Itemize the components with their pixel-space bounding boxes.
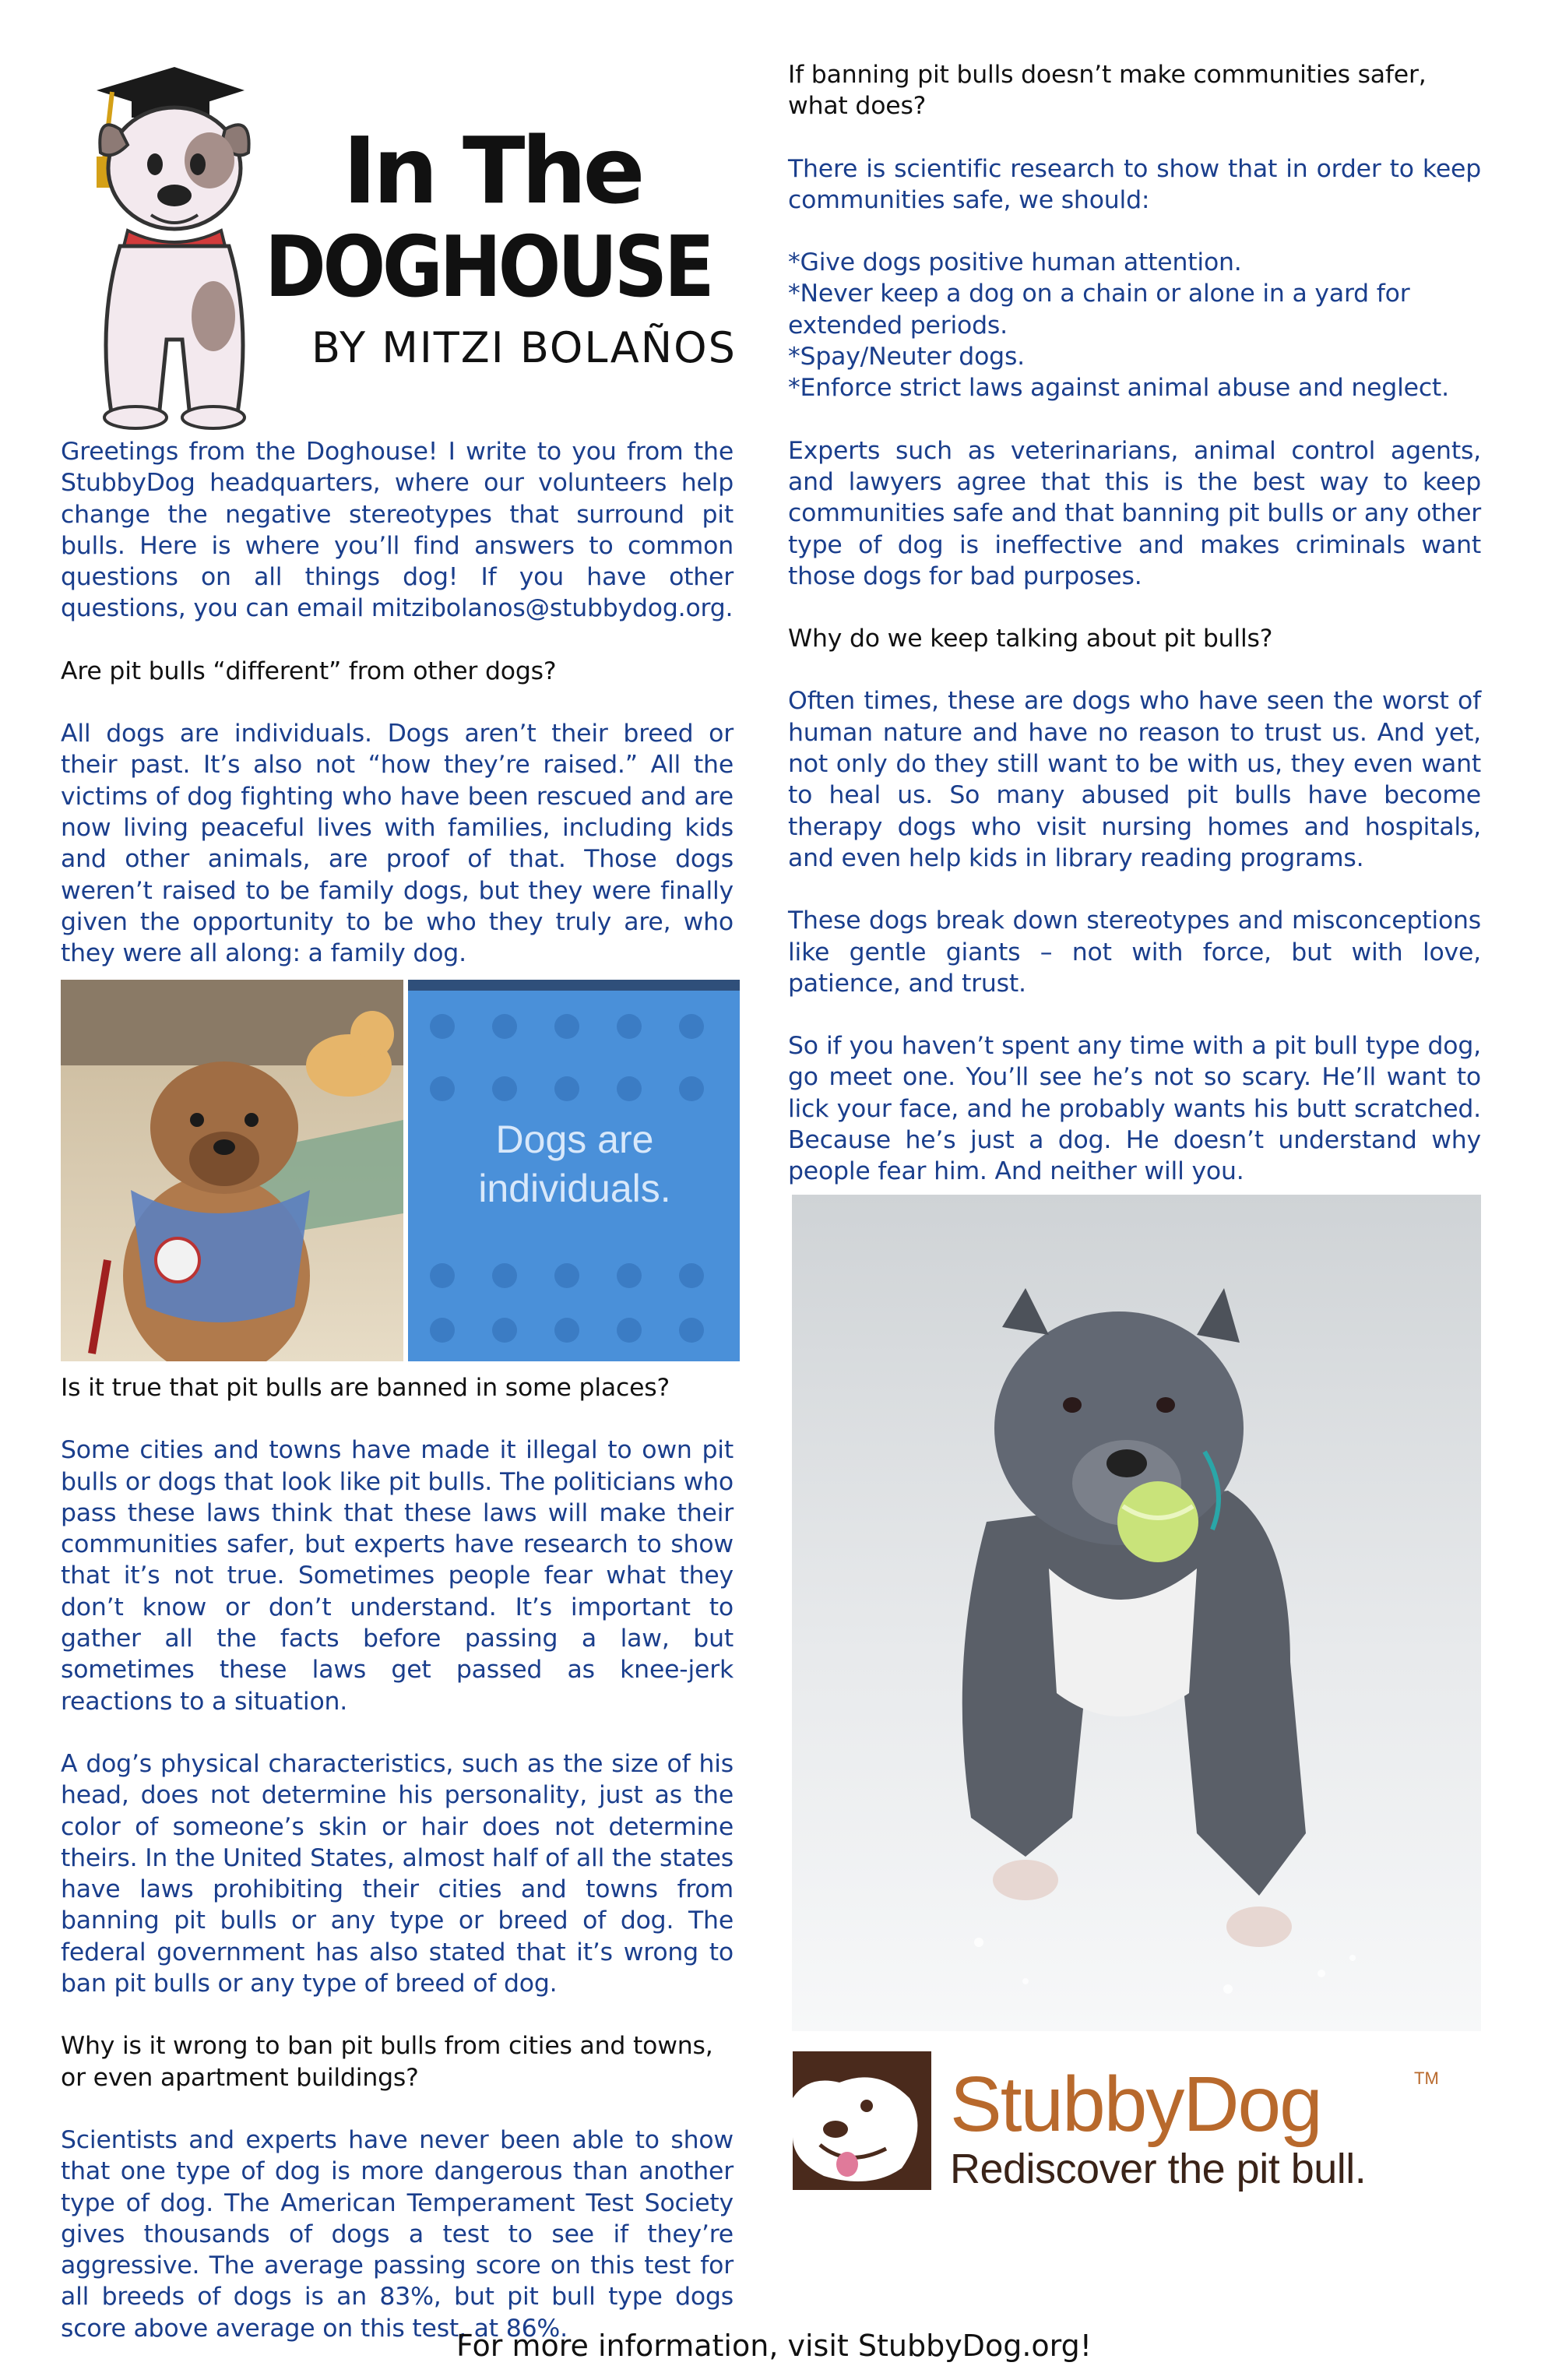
header	[0, 0, 779, 436]
trademark-mark: TM	[1414, 2068, 1439, 2088]
answer-9: So if you haven’t spent any time with a pit bull type dog, go meet one. You’ll see he’s not so scary. He’ll want to lick your face, and he probably wants his butt scratched. Because he’s just a dog. He doesn’t understand why people fear him. And neither will you.	[788, 1032, 1481, 1186]
intro-paragraph: Greetings from the Doghouse! I write to you from the StubbyDog headquarters, where our volunteers help change the negative stereotypes that surround pit bulls. Here is where you’ll find answers to common questions on all things dog! If you have other questions, you can email mitzibolanos@stubbydog.org.	[61, 438, 734, 623]
answer-3: A dog’s physical characteristics, such as the size of his head, does not determine his personality, just as the color of someone’s skin or hair does not determine theirs. In the United States, almost half of all the states have laws prohibiting their cities and towns from banning pit bulls or any type or breed of dog. The federal government has also stated that it’s wrong to ban pit bulls or any type of breed of dog.	[61, 1749, 734, 1998]
dogs-are-individuals-image	[61, 980, 740, 1361]
photo-caption-line-1: Dogs are	[495, 1118, 654, 1161]
answer-8: These dogs break down stereotypes and misconceptions like gentle giants – not with force, but with love, patience, and trust.	[788, 907, 1481, 998]
question-5: Why do we keep talking about pit bulls?	[788, 625, 1273, 653]
answer-1: All dogs are individuals. Dogs aren’t their breed or their past. It’s also not “how they’re raised.” All the victims of dog fighting who have been rescued and are now living peaceful lives with families, including kids and other animals, are proof of that. Those dogs weren’t raised to be family dogs, but they were finally given the opportunity to be who they truly are, who they were all along: a family dog.	[61, 720, 734, 968]
right-column	[788, 59, 1481, 1219]
running-pit-bull-image	[792, 1195, 1481, 2031]
answer-2: Some cities and towns have made it illegal to own pit bulls or dogs that look like pit bulls. The politicians who pass these laws think that these laws will make their communities safer, but experts have research to show that it’s not true. Sometimes people fear what they don’t know or don’t understand. It’s important to gather all the facts before passing a law, but sometimes these laws get passed as knee-jerk reactions to a situation.	[61, 1436, 734, 1716]
left-column-top	[61, 436, 734, 1000]
therapy-dog-photo	[61, 980, 740, 1361]
graduate-dog-mascot-icon	[65, 59, 268, 433]
title-line-2: DOGHOUSE	[265, 219, 712, 316]
recommendations-list	[788, 247, 1481, 403]
answer-4: Scientists and experts have never been able to show that one type of dog is more dangerous than another type of dog. The American Temperament Test Society gives thousands of dogs a test to see if they’re aggressive. The average passing score on this test for all breeds of dogs is an 83%, but pit bull type dogs score above average on this test, at 86%.	[61, 2125, 734, 2343]
answer-6: Experts such as veterinarians, animal control agents, and lawyers agree that this is the best way to keep communities safe and that banning pit bulls or any other type of dog is ineffective and makes criminals want those dogs for bad purposes.	[788, 436, 1481, 590]
left-column-bottom	[61, 1372, 734, 2375]
answer-5-intro: There is scientific research to show that in order to keep communities safe, we should:	[788, 154, 1481, 214]
stubbydog-dog-face-icon	[793, 2051, 931, 2190]
question-2: Is it true that pit bulls are banned in some places?	[61, 1374, 670, 1402]
list-item: *Spay/Neuter dogs.	[788, 343, 1025, 371]
question-3: Why is it wrong to ban pit bulls from cities and towns, or even apartment buildings?	[61, 2032, 713, 2092]
title-line-1: In The	[343, 117, 642, 224]
list-item: *Never keep a dog on a chain or alone in a yard for extended periods.	[788, 280, 1410, 340]
list-item: *Enforce strict laws against animal abuse and neglect.	[788, 374, 1449, 403]
list-item: *Give dogs positive human attention.	[788, 248, 1242, 277]
stubbydog-logo	[793, 2051, 1493, 2192]
pit-bull-in-snow-photo	[792, 1195, 1481, 2031]
byline: BY MITZI BOLAÑOS	[311, 323, 737, 372]
question-4: If banning pit bulls doesn’t make communities safer, what does?	[788, 61, 1427, 121]
footer-cta: For more information, visit StubbyDog.org!	[456, 2329, 1092, 2363]
logo-wordmark: StubbyDog	[950, 2061, 1321, 2148]
question-1: Are pit bulls “different” from other dogs?	[61, 657, 557, 685]
photo-caption-line-2: individuals.	[478, 1167, 671, 1210]
logo-tagline: Rediscover the pit bull.	[950, 2146, 1367, 2192]
answer-7: Often times, these are dogs who have seen the worst of human nature and have no reason to trust us. And yet, not only do they still want to be with us, they even want to heal us. So many abused pit bulls have become therapy dogs who visit nursing homes and hospitals, and even help kids in library reading programs.	[788, 687, 1481, 872]
